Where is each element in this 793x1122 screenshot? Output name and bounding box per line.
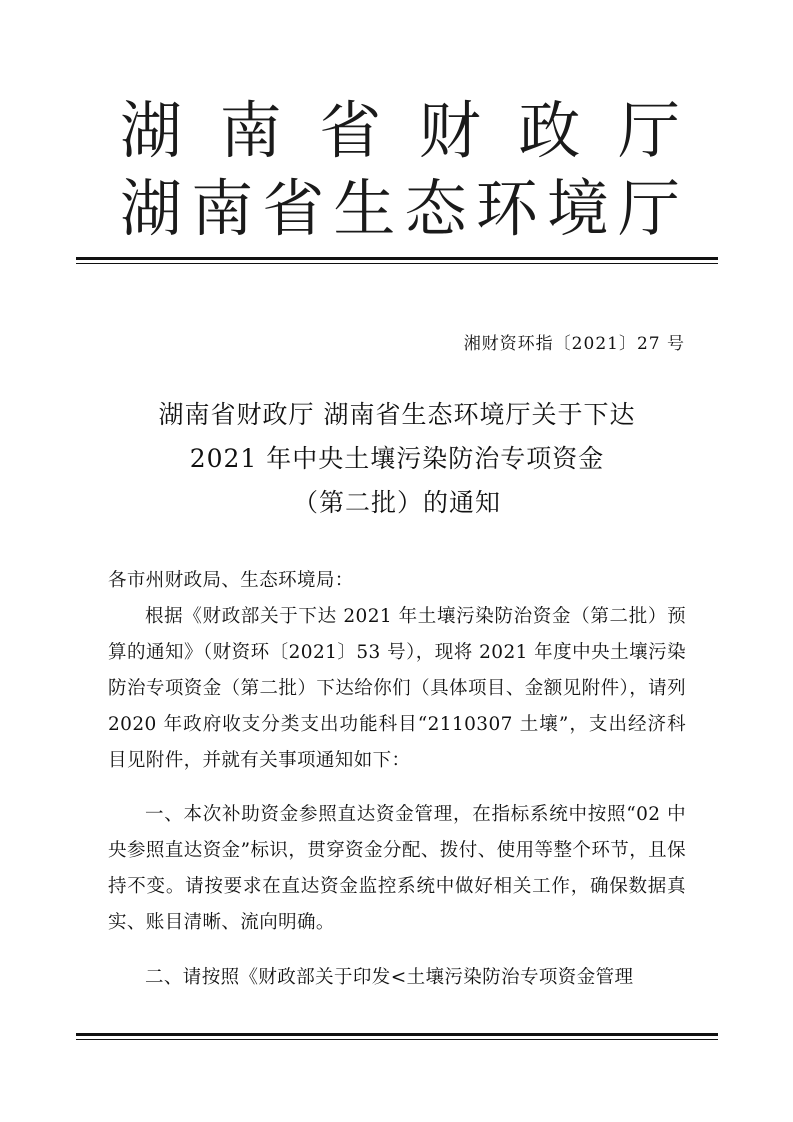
issuer-char: 环 xyxy=(475,172,538,245)
footer-divider-thin xyxy=(76,1039,718,1040)
issuer-char: 厅 xyxy=(617,94,680,167)
body-paragraph: 二、请按照《财政部关于印发<土壤污染防治专项资金管理 xyxy=(145,967,634,988)
issuer-char: 厅 xyxy=(617,172,680,245)
issuer-char: 湖 xyxy=(120,172,183,245)
issuer-char: 南 xyxy=(191,172,254,245)
header-divider-thick xyxy=(76,257,718,260)
header-divider-thin xyxy=(76,263,718,264)
issuer-line-ecology xyxy=(120,172,680,245)
body-paragraph: 一、本次补助资金参照直达资金管理，在指标系统中按照“02 中央参照直达资金”标识，贯穿资金分配、拨付、使用等整个环节，且保持不变。请按要求在直达资金监控系统中做好相关工作，确保数据真实、账目清晰、流向明确。 xyxy=(108,804,686,933)
document-title-line: 2021 年中央土壤污染防治专项资金 xyxy=(189,444,605,473)
issuer-char: 境 xyxy=(546,172,609,245)
footer-divider-thick xyxy=(76,1033,718,1036)
issuer-char: 生 xyxy=(333,172,396,245)
document-number: 湘财资环指〔2021〕27 号 xyxy=(463,334,685,354)
issuer-line-finance xyxy=(120,94,680,167)
issuer-char: 省 xyxy=(262,172,325,245)
issuer-char: 财 xyxy=(418,94,481,167)
issuer-char: 南 xyxy=(219,94,282,167)
issuer-char: 政 xyxy=(518,94,581,167)
body-paragraph: 根据《财政部关于下达 2021 年土壤污染防治资金（第二批）预算的通知》（财资环〔2021〕53 号），现将 2021 年度中央土壤污染防治专项资金（第二批）下达给你们（具体项目、金额见附件），请列 2020 年政府收支分类支出功能科目“2110307 土壤”，支出经济科目见附件，并就有关事项通知如下： xyxy=(108,606,686,771)
issuer-char: 省 xyxy=(319,94,382,167)
salutation: 各市州财政局、生态环境局： xyxy=(108,570,354,591)
issuer-char: 湖 xyxy=(120,94,183,167)
document-title-line: （第二批）的通知 xyxy=(292,488,501,517)
document-title-line: 湖南省财政厅 湖南省生态环境厅关于下达 xyxy=(158,400,636,429)
issuer-char: 态 xyxy=(404,172,467,245)
